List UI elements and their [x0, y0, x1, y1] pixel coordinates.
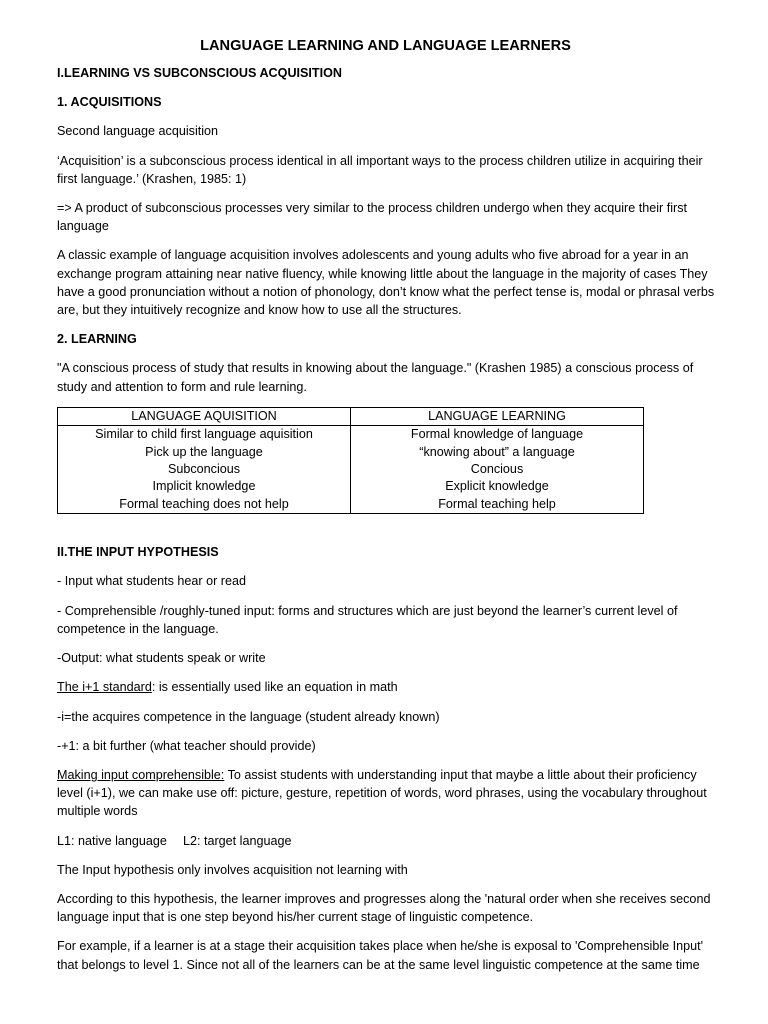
paragraph-i-definition: -i=the acquires competence in the language (student already known): [57, 709, 440, 724]
table-header-row: [58, 407, 644, 425]
paragraph-l1-l2: [57, 832, 724, 850]
table-cell-line: Formal knowledge of language: [410, 427, 584, 442]
underlined-term-making-input: Making input comprehensible:: [57, 767, 225, 782]
table-cell-acquisition: [58, 426, 351, 514]
paragraph-i-plus-one: [57, 678, 724, 696]
paragraph-classic-example: A classic example of language acquisition involves adolescents and young adults who five abroad for a year in an exchange program attaining near native fluency, while knowing little about the language in the majority of cases They have a good pronunciation without a notion of phonology, don’t know what the perfect tense is, modal or phrasal verbs are, but they intuitively recognize and know how to use all the structures.: [57, 248, 715, 318]
comparison-table: [57, 407, 644, 514]
table-cell-line: Similar to child first language aquisition: [95, 427, 313, 442]
subheading-acquisitions: 1. ACQUISITIONS: [57, 95, 162, 110]
table-header-acquisition: LANGUAGE AQUISITION: [58, 407, 351, 425]
table-cell-line: Implicit knowledge: [152, 479, 256, 494]
table-cell-line: Formal teaching help: [438, 496, 556, 511]
table-cell-line: Explicit knowledge: [445, 479, 549, 494]
table-header-learning: LANGUAGE LEARNING: [351, 407, 644, 425]
paragraph-plus-one-definition: -+1: a bit further (what teacher should provide): [57, 738, 316, 753]
l1-label: L1: native language: [57, 833, 167, 848]
section-heading-learning-vs-acquisition: I.LEARNING VS SUBCONSCIOUS ACQUISITION: [57, 66, 343, 80]
paragraph-text: To assist students with understanding input that maybe a little about their proficiency level (i+1), we can make use off: picture, gesture, repetition of words, word phrases, using the vocabulary throughout multiple words: [57, 767, 707, 819]
paragraph-output: -Output: what students speak or write: [57, 651, 266, 666]
table-cell-line: Concious: [470, 462, 524, 477]
paragraph-input: - Input what students hear or read: [57, 574, 247, 589]
paragraph-text: : is essentially used like an equation in math: [151, 680, 398, 695]
paragraph-making-input-comprehensible: [57, 766, 724, 821]
subheading-learning: 2. LEARNING: [57, 332, 137, 347]
table-cell-line: “knowing about” a language: [419, 444, 575, 459]
paragraph-learning-definition: "A conscious process of study that results in knowing about the language." (Krashen 1985) a conscious process of study and attention to form and rule learning.: [57, 361, 694, 394]
paragraph-second-language-acquisition: Second language acquisition: [57, 124, 219, 139]
table-cell-line: Subconcious: [167, 462, 241, 477]
underlined-term-i-plus-one: The i+1 standard: [57, 680, 152, 695]
table-cell-line: Pick up the language: [145, 444, 263, 459]
paragraph-acquisition-definition: ‘Acquisition’ is a subconscious process identical in all important ways to the process children utilize in acquiring their first language.’ (Krashen, 1985: 1): [57, 153, 703, 186]
paragraph-product-subconscious: => A product of subconscious processes very similar to the process children undergo when they acquire their first language: [57, 201, 688, 234]
table-cell-line: Formal teaching does not help: [119, 496, 289, 511]
paragraph-natural-order: According to this hypothesis, the learner improves and progresses along the 'natural order when she receives second language input that is one step beyond his/her current stage of linguistic competence.: [57, 891, 711, 925]
table-cell-learning: [351, 426, 644, 514]
l2-label: L2: target language: [182, 833, 292, 848]
section-heading-input-hypothesis: II.THE INPUT HYPOTHESIS: [57, 545, 219, 560]
paragraph-comprehensible-input: - Comprehensible /roughly-tuned input: forms and structures which are just beyond the learner’s current level of competence in the language.: [57, 603, 678, 636]
document-title: LANGUAGE LEARNING AND LANGUAGE LEARNERS: [200, 38, 571, 54]
paragraph-example-level: For example, if a learner is at a stage their acquisition takes place when he/she is exposal to 'Comprehensible Input' that belongs to level 1. Since not all of the learners can be at the same level linguistic competence at the same time: [57, 939, 704, 972]
table-row: [58, 426, 644, 514]
paragraph-input-hypothesis-scope: The Input hypothesis only involves acquisition not learning with: [57, 862, 408, 877]
